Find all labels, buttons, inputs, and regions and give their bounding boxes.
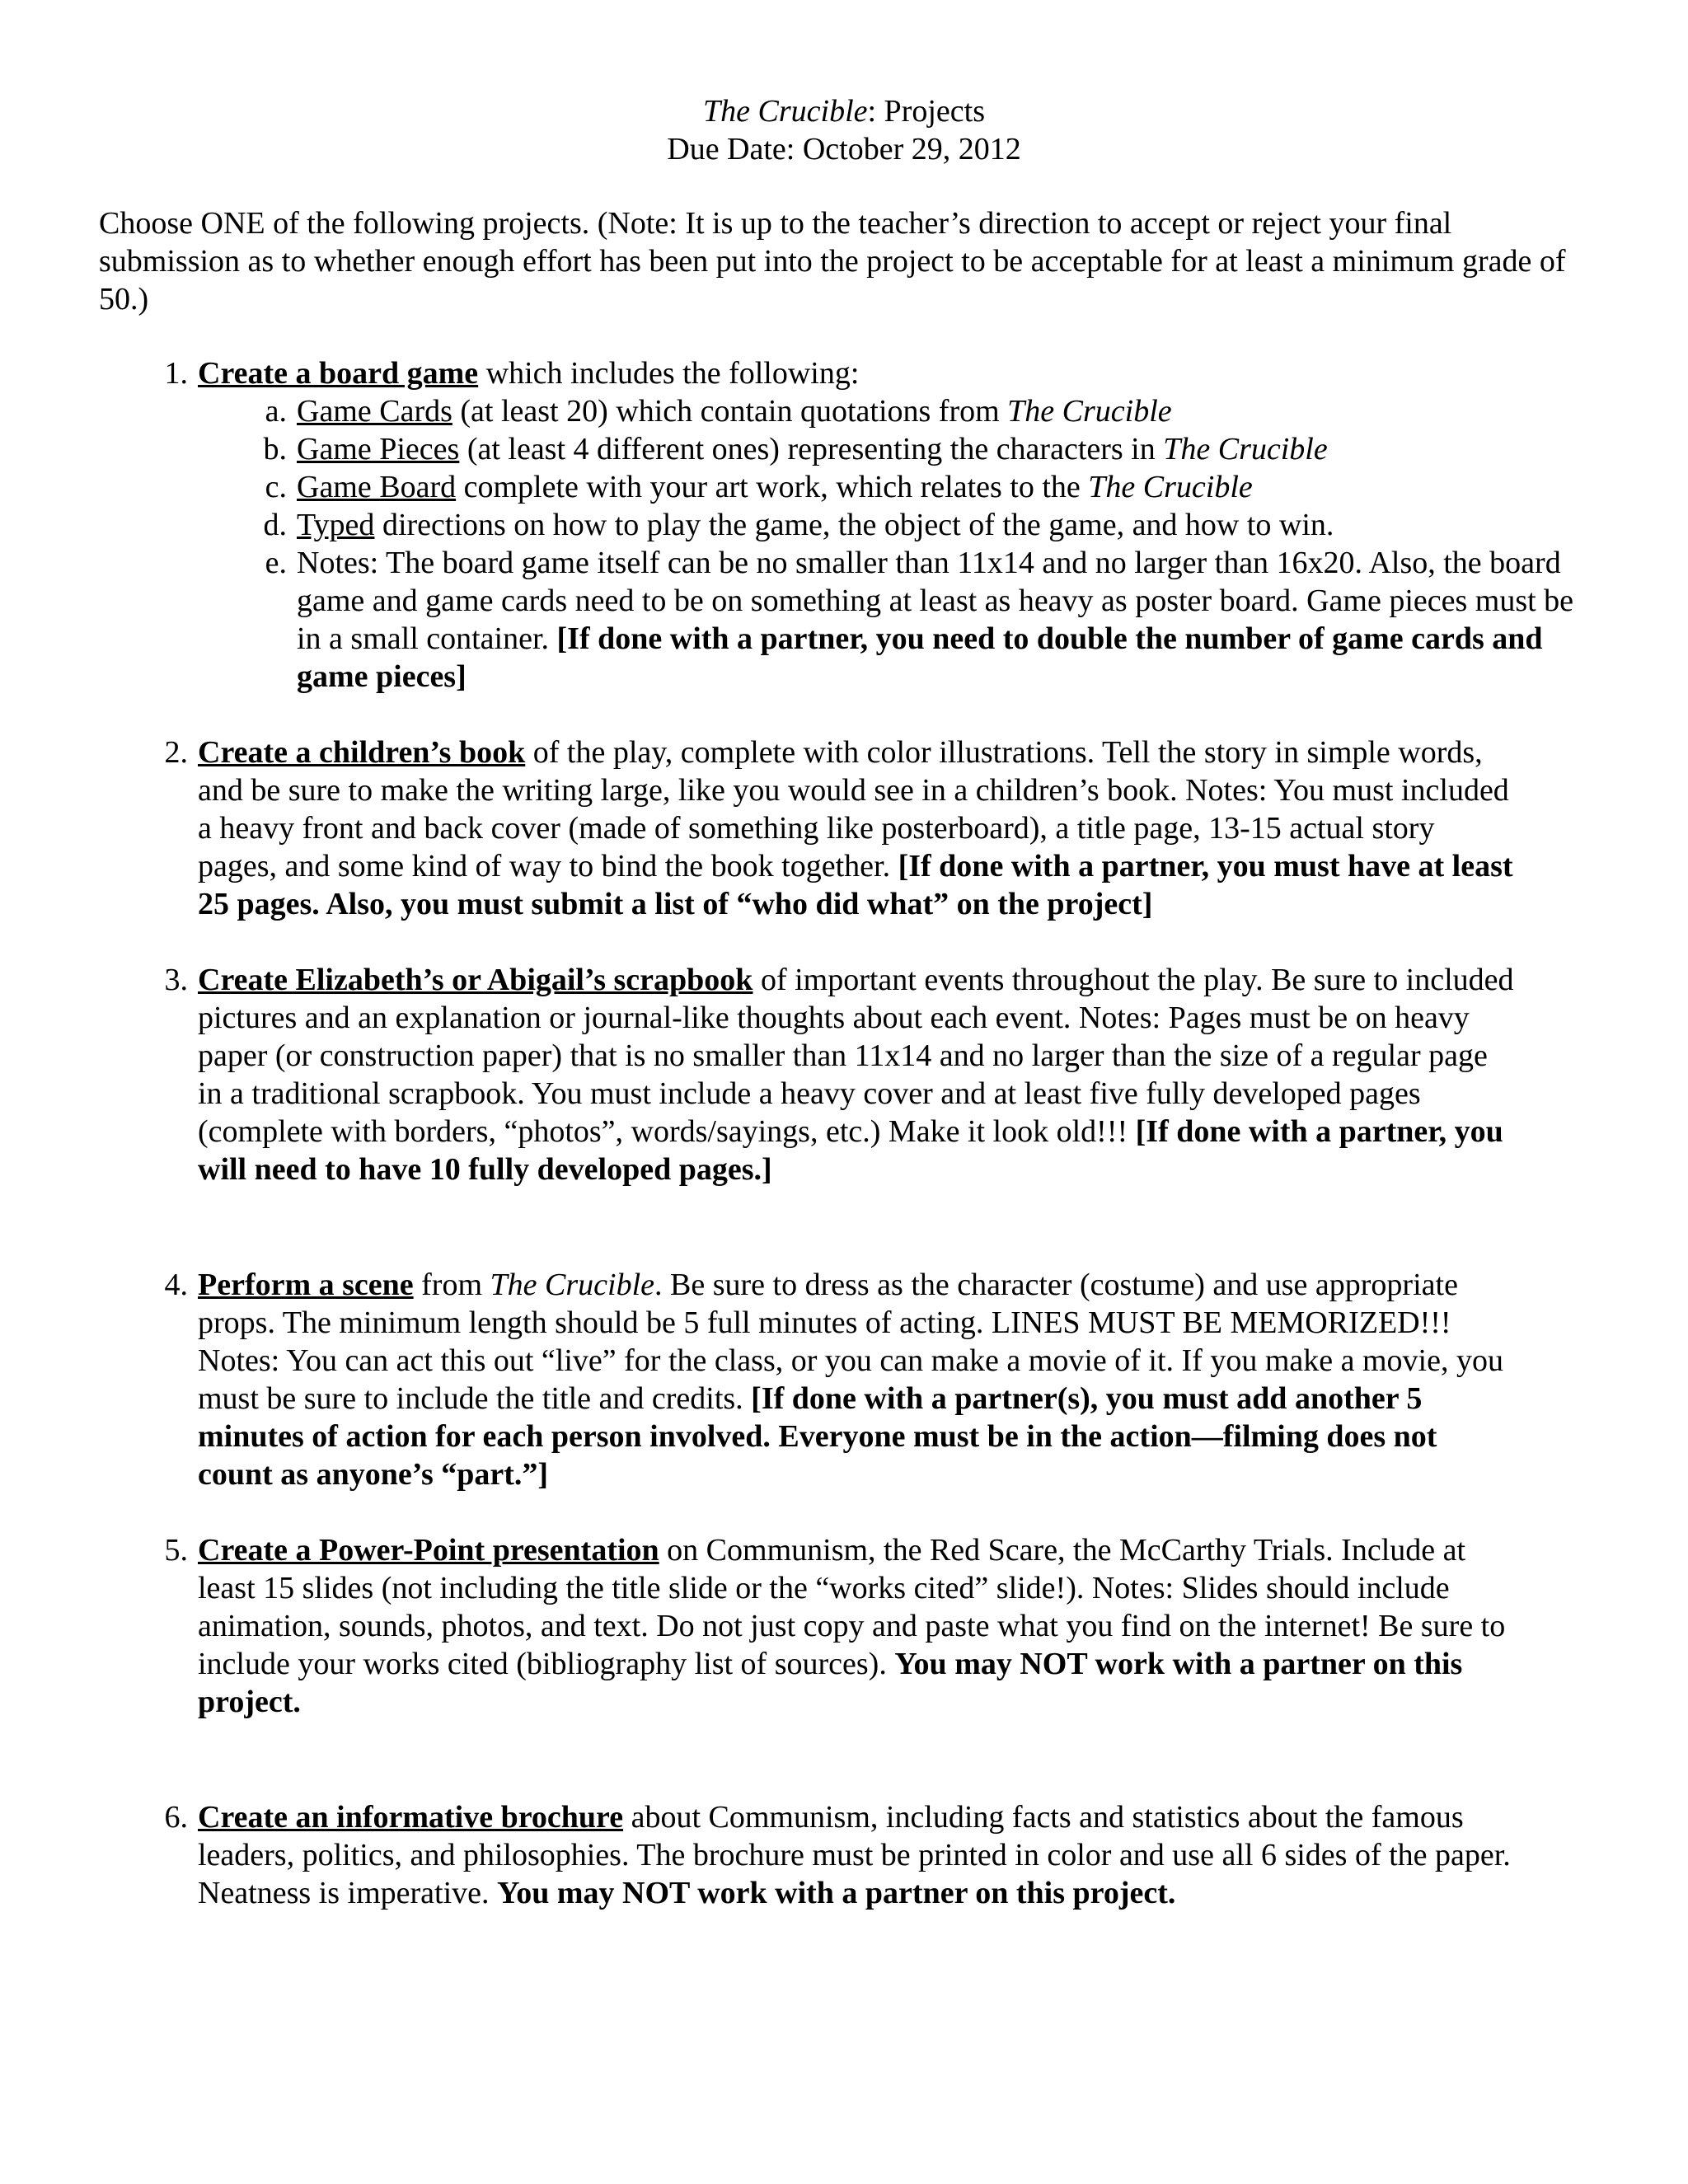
document-body bbox=[99, 92, 1589, 1912]
project-title: Create a Power-Point presentation bbox=[198, 1533, 659, 1568]
project-item-5 bbox=[164, 1531, 1517, 1721]
item-heading: Game Board bbox=[297, 470, 457, 504]
item-letter: c. bbox=[265, 470, 287, 504]
item-italic: The Crucible bbox=[1088, 470, 1253, 504]
list-item bbox=[263, 430, 1574, 468]
intro-paragraph: Choose ONE of the following projects. (Note: It is up to the teacher’s direction to accept or reject your final submission as to whether enough effort has been put into the project to be acceptable for at least a minimum grade of 50.) bbox=[99, 206, 1566, 316]
list-item bbox=[265, 468, 1574, 506]
item-text: (at least 20) which contain quotations from bbox=[452, 394, 1008, 429]
due-date: Due Date: October 29, 2012 bbox=[667, 132, 1021, 166]
item-text: Notes: The board game itself can be no smaller than 11x14 and no larger than 16x20. Also, the board game and game cards need to be on something at least as heavy as poster board. Game pieces must be in a small container. bbox=[297, 546, 1574, 656]
project-partner-note: You may NOT work with a partner on this project. bbox=[497, 1876, 1176, 1910]
project-text: which includes the following: bbox=[478, 356, 860, 391]
list-item bbox=[265, 392, 1574, 430]
item-letter: a. bbox=[265, 394, 287, 429]
project-paragraph bbox=[198, 1531, 1517, 1721]
item-italic: The Crucible bbox=[1163, 432, 1328, 466]
project-item-4 bbox=[164, 1266, 1517, 1493]
item-heading: Game Cards bbox=[297, 394, 452, 429]
project-number: 5. bbox=[164, 1533, 188, 1568]
project-text: on Communism, the Red Scare, the McCarthy Trials. Include at least 15 slides (not including the title slide or the “works cited” slide!). Notes: Slides should include animation, sounds, photos, and text. Do not just copy and paste what you find on the internet! Be sure to include your works cited (bibliography list of sources). bbox=[198, 1533, 1506, 1681]
project-number: 4. bbox=[164, 1268, 188, 1302]
item-heading: Game Pieces bbox=[297, 432, 460, 466]
project-text: about Communism, including facts and statistics about the famous leaders, politics, and philosophies. The brochure must be printed in color and use all 6 sides of the paper. Neatness is imperative. bbox=[198, 1800, 1511, 1910]
project-item-1 bbox=[164, 354, 1517, 392]
project-italic: The Crucible bbox=[490, 1268, 654, 1302]
project-title: Create an informative brochure bbox=[198, 1800, 624, 1835]
project-item-2 bbox=[164, 733, 1517, 923]
project-text: of important events throughout the play. Be sure to included pictures and an explanation or journal-like thoughts about each event. Notes: Pages must be on heavy paper (or construction paper) that is no smaller than 11x14 and no larger than the size of a regular page in a traditional scrapbook. You must include a heavy cover and at least five fully developed pages (complete with borders, “photos”, words/sayings, etc.) Make it look old!!! bbox=[198, 963, 1514, 1149]
project-number: 6. bbox=[164, 1800, 188, 1835]
project-title: Perform a scene bbox=[198, 1268, 414, 1302]
item-text: complete with your art work, which relates to the bbox=[456, 470, 1089, 504]
project-partner-note: [If done with a partner, you must have at least 25 pages. Also, you must submit a list of “who did what” on the project] bbox=[198, 849, 1513, 921]
project-partner-note: [If done with a partner(s), you must add another 5 minutes of action for each person involved. Everyone must be in the action—filming does not count as anyone’s “part.”] bbox=[198, 1381, 1437, 1492]
document-header bbox=[99, 92, 1589, 168]
project-partner-note: [If done with a partner, you will need to have 10 fully developed pages.] bbox=[198, 1114, 1503, 1187]
project-paragraph bbox=[198, 1798, 1517, 1912]
project-line bbox=[198, 354, 1517, 392]
list-item bbox=[265, 544, 1574, 696]
item-letter: e. bbox=[265, 546, 287, 580]
project-number: 2. bbox=[164, 735, 188, 770]
item-text: (at least 4 different ones) representing the characters in bbox=[459, 432, 1164, 466]
project-title: Create a board game bbox=[198, 356, 479, 391]
project-text: from bbox=[413, 1268, 490, 1302]
project-number: 3. bbox=[164, 963, 188, 997]
page-title bbox=[99, 92, 1589, 130]
title-italic: The Crucible bbox=[703, 94, 868, 129]
project-item-3 bbox=[164, 961, 1517, 1188]
project-paragraph bbox=[198, 961, 1517, 1188]
project-paragraph bbox=[198, 1266, 1517, 1493]
item-letter: b. bbox=[263, 432, 287, 466]
item-italic: The Crucible bbox=[1007, 394, 1172, 429]
project-title: Create Elizabeth’s or Abigail’s scrapbook bbox=[198, 963, 753, 997]
project-paragraph bbox=[198, 733, 1517, 923]
item-text: directions on how to play the game, the object of the game, and how to win. bbox=[374, 508, 1334, 542]
project-text: . Be sure to dress as the character (costume) and use appropriate props. The minimum length should be 5 full minutes of acting. LINES MUST BE MEMORIZED!!! Notes: You can act this out “live” for the class, or you can make a movie of it. If you make a movie, you must be sure to include the title and credits. bbox=[198, 1268, 1503, 1416]
board-game-requirements bbox=[99, 392, 1589, 696]
item-heading: Typed bbox=[297, 508, 375, 542]
title-rest: : Projects bbox=[867, 94, 985, 129]
project-text: of the play, complete with color illustrations. Tell the story in simple words, and be sure to make the writing large, like you would see in a children’s book. Notes: You must included a heavy front and back cover (made of something like posterboard), a title page, 13-15 actual story pages, and some kind of way to bind the book together. bbox=[198, 735, 1509, 883]
project-title: Create a children’s book bbox=[198, 735, 526, 770]
project-partner-note: You may NOT work with a partner on this project. bbox=[198, 1647, 1463, 1719]
item-letter: d. bbox=[263, 508, 287, 542]
project-number: 1. bbox=[164, 356, 188, 391]
list-item bbox=[263, 506, 1574, 544]
project-item-6 bbox=[164, 1798, 1517, 1912]
item-bold: [If done with a partner, you need to double the number of game cards and game pieces] bbox=[297, 621, 1543, 694]
